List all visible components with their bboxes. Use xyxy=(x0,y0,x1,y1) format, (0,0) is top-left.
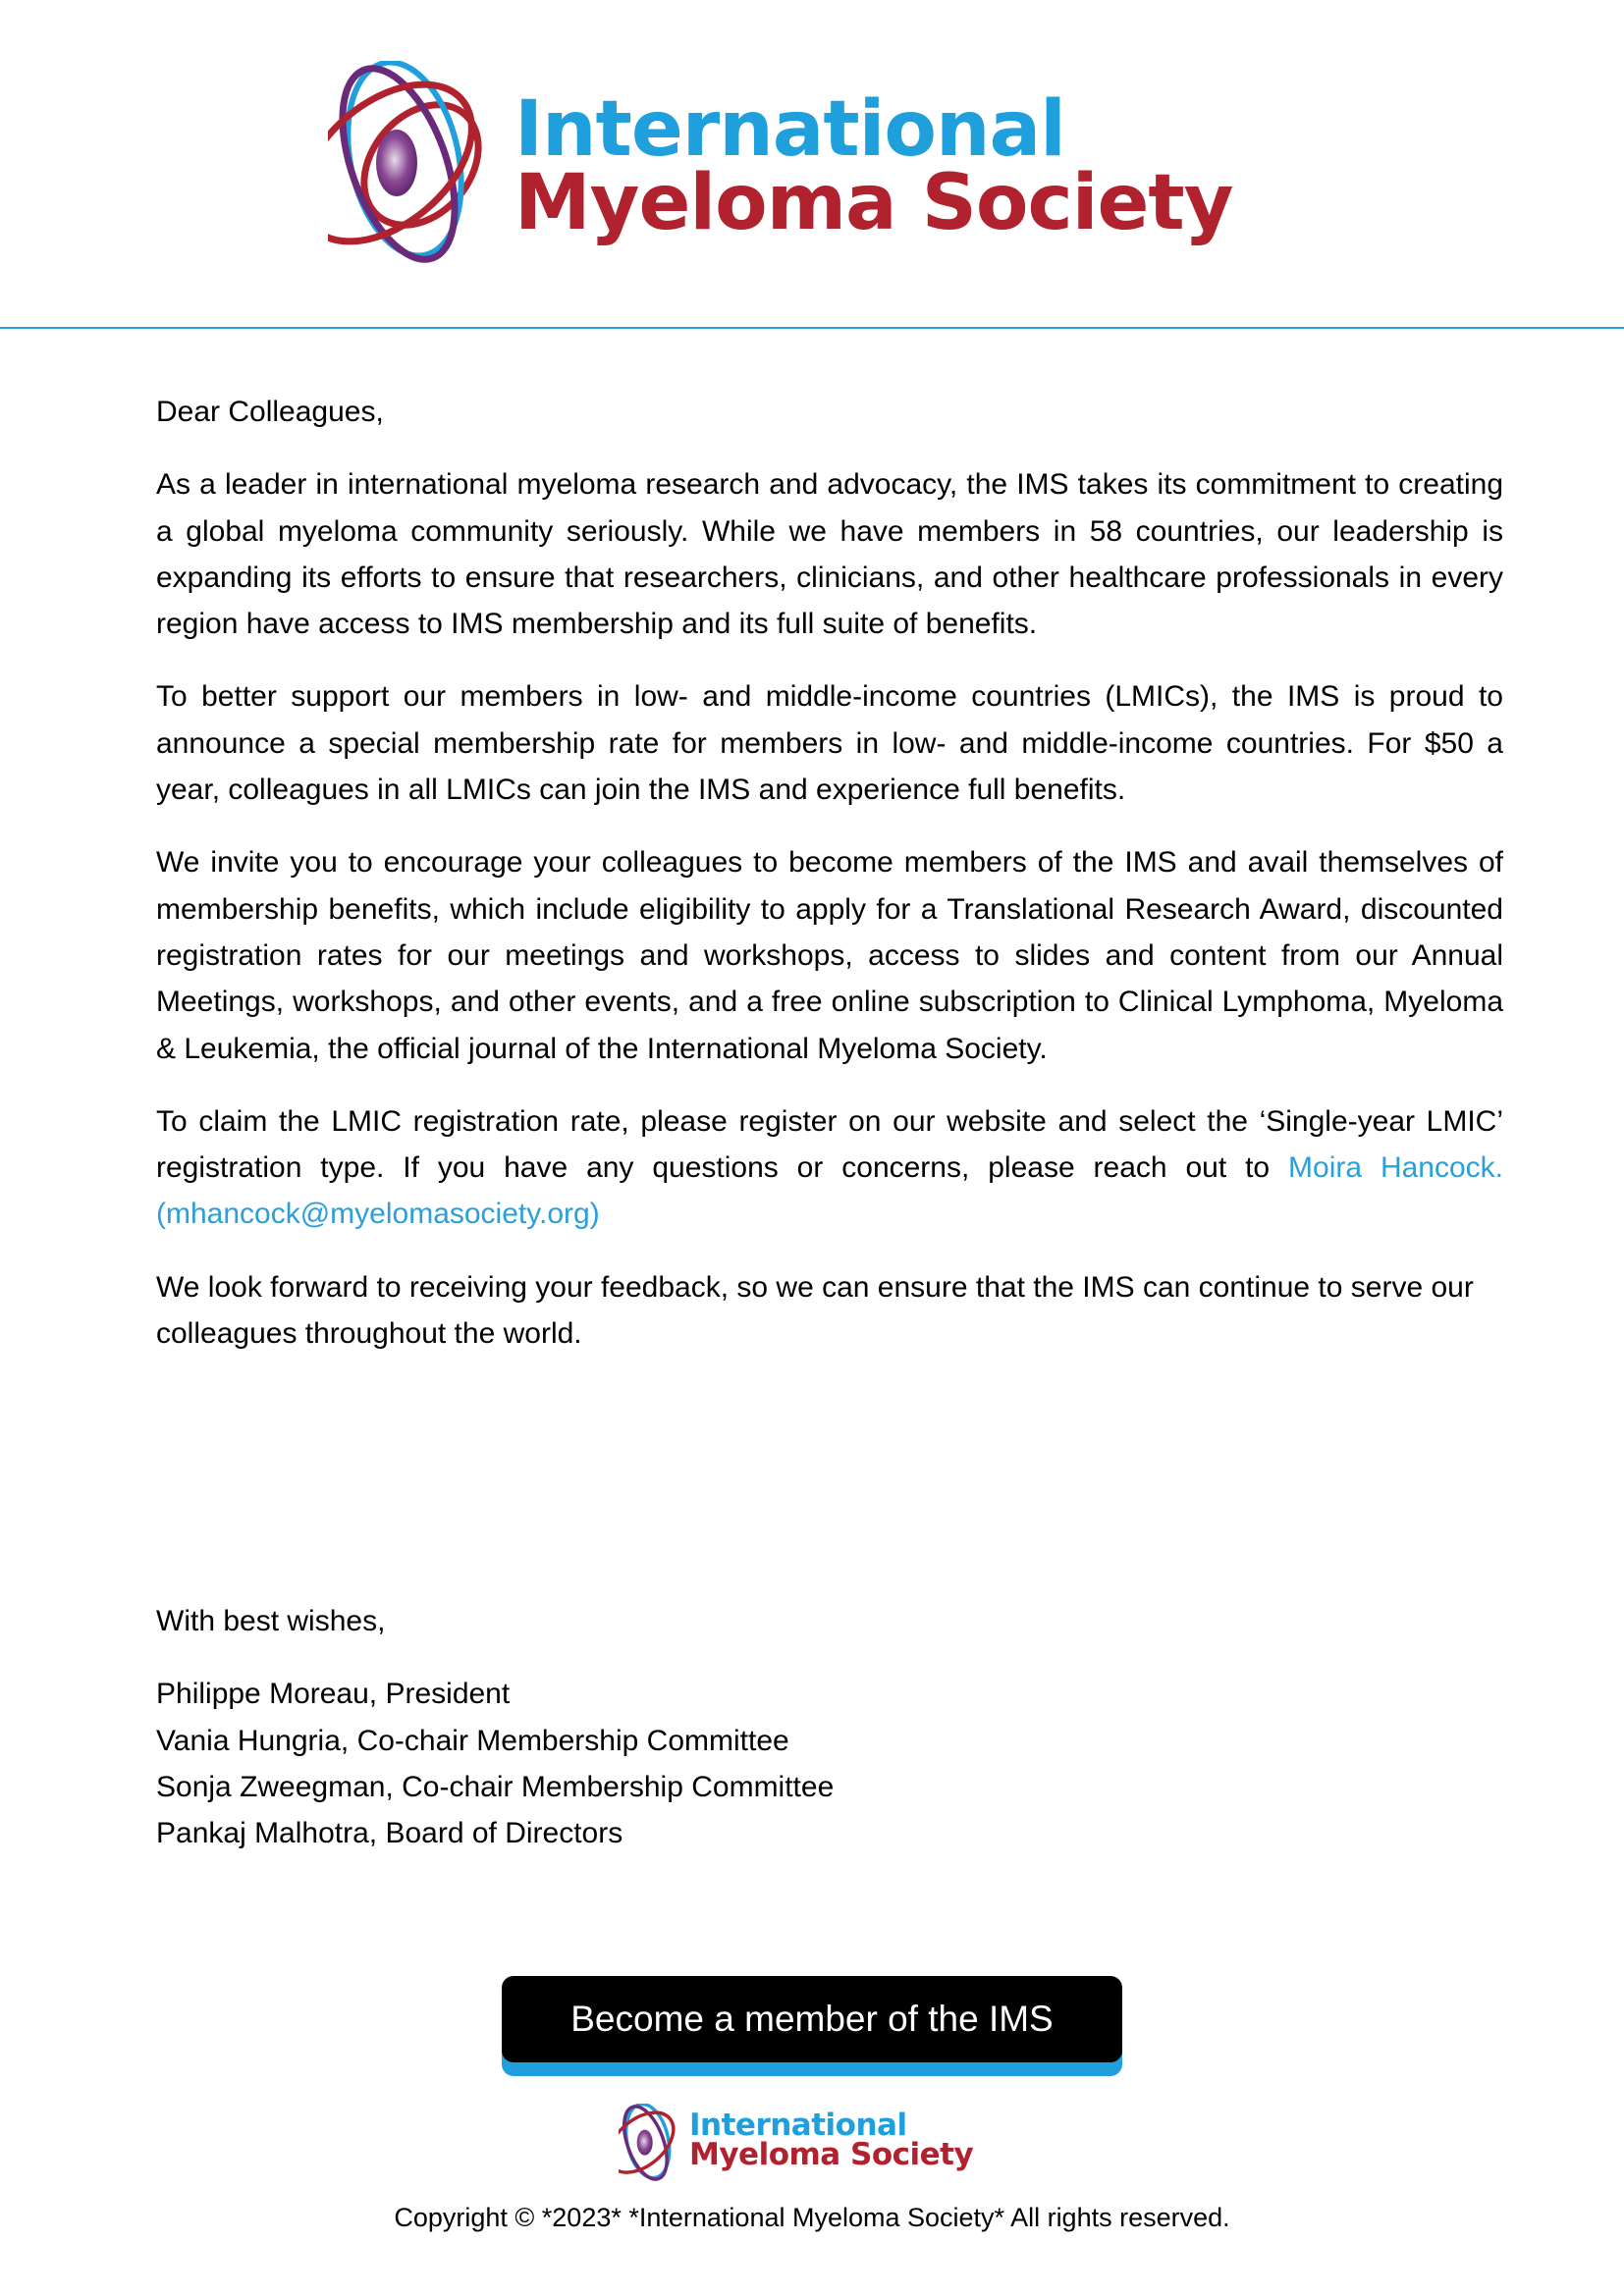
footer-logo-line-international: International xyxy=(689,2108,907,2143)
copyright-notice: Copyright © *2023* *International Myeloma Society* All rights reserved. xyxy=(394,2203,1230,2232)
become-member-button-wrap xyxy=(502,1976,1122,2076)
paragraph-intro: As a leader in international myeloma research and advocacy, the IMS takes its commitment to creating a global myeloma community seriously. While we have members in 58 countries, our leadership is expanding its efforts to ensure that researchers, clinicians, and other healthcare professionals in every region have access to IMS membership and its full suite of benefits. xyxy=(156,468,1503,641)
ims-logo xyxy=(328,61,1310,267)
paragraph-closing: We look forward to receiving your feedback, so we can ensure that the IMS can continue to serve our colleagues throughout the world. xyxy=(156,1270,1474,1351)
paragraph-benefits: We invite you to encourage your colleagues to become members of the IMS and avail themselves of membership benefits, which include eligibility to apply for a Translational Research Award, discounted registration rates for our meetings and workshops, access to slides and content from our Annual Meetings, workshops, and other events, and a free online subscription to Clinical Lymphoma, Myeloma & Leukemia, the official journal of the International Myeloma Society. xyxy=(156,846,1503,1065)
signatory: Sonja Zweegman, Co-chair Membership Committee xyxy=(156,1770,835,1803)
greeting: Dear Colleagues, xyxy=(156,396,384,428)
atom-orbit-logo-icon xyxy=(619,2104,697,2182)
paragraph-claim xyxy=(156,1098,1503,1238)
paragraph-lmic-rate: To better support our members in low- and middle-income countries (LMICs), the IMS is proud to announce a special membership rate for members in low- and middle-income countries. For $50 a year, colleagues in all LMICs can join the IMS and experience full benefits. xyxy=(156,680,1503,807)
signature-block xyxy=(156,1598,834,1856)
signatory: Vania Hungria, Co-chair Membership Committee xyxy=(156,1724,789,1757)
letter-body xyxy=(156,389,1503,1383)
logo-line-myeloma-society: Myeloma Society xyxy=(514,159,1233,247)
contact-email-link[interactable]: Moira Hancock. (mhancock@myelomasociety.org) xyxy=(156,1151,1504,1231)
logo-line-international: International xyxy=(514,85,1065,174)
header xyxy=(0,0,1624,328)
signatory: Pankaj Malhotra, Board of Directors xyxy=(156,1817,623,1850)
atom-orbit-logo-icon xyxy=(328,61,534,267)
header-divider xyxy=(0,327,1624,329)
claim-text: To claim the LMIC registration rate, please register on our website and select the ‘Single-year LMIC’ registration type. If you have any questions or concerns, please reach out to xyxy=(156,1104,1503,1185)
footer-logo-line-myeloma-society: Myeloma Society xyxy=(689,2137,974,2172)
signatory: Philippe Moreau, President xyxy=(156,1678,511,1711)
footer-logo xyxy=(619,2104,1011,2182)
become-member-button[interactable]: Become a member of the IMS xyxy=(502,1976,1122,2062)
sign-off: With best wishes, xyxy=(156,1605,386,1637)
